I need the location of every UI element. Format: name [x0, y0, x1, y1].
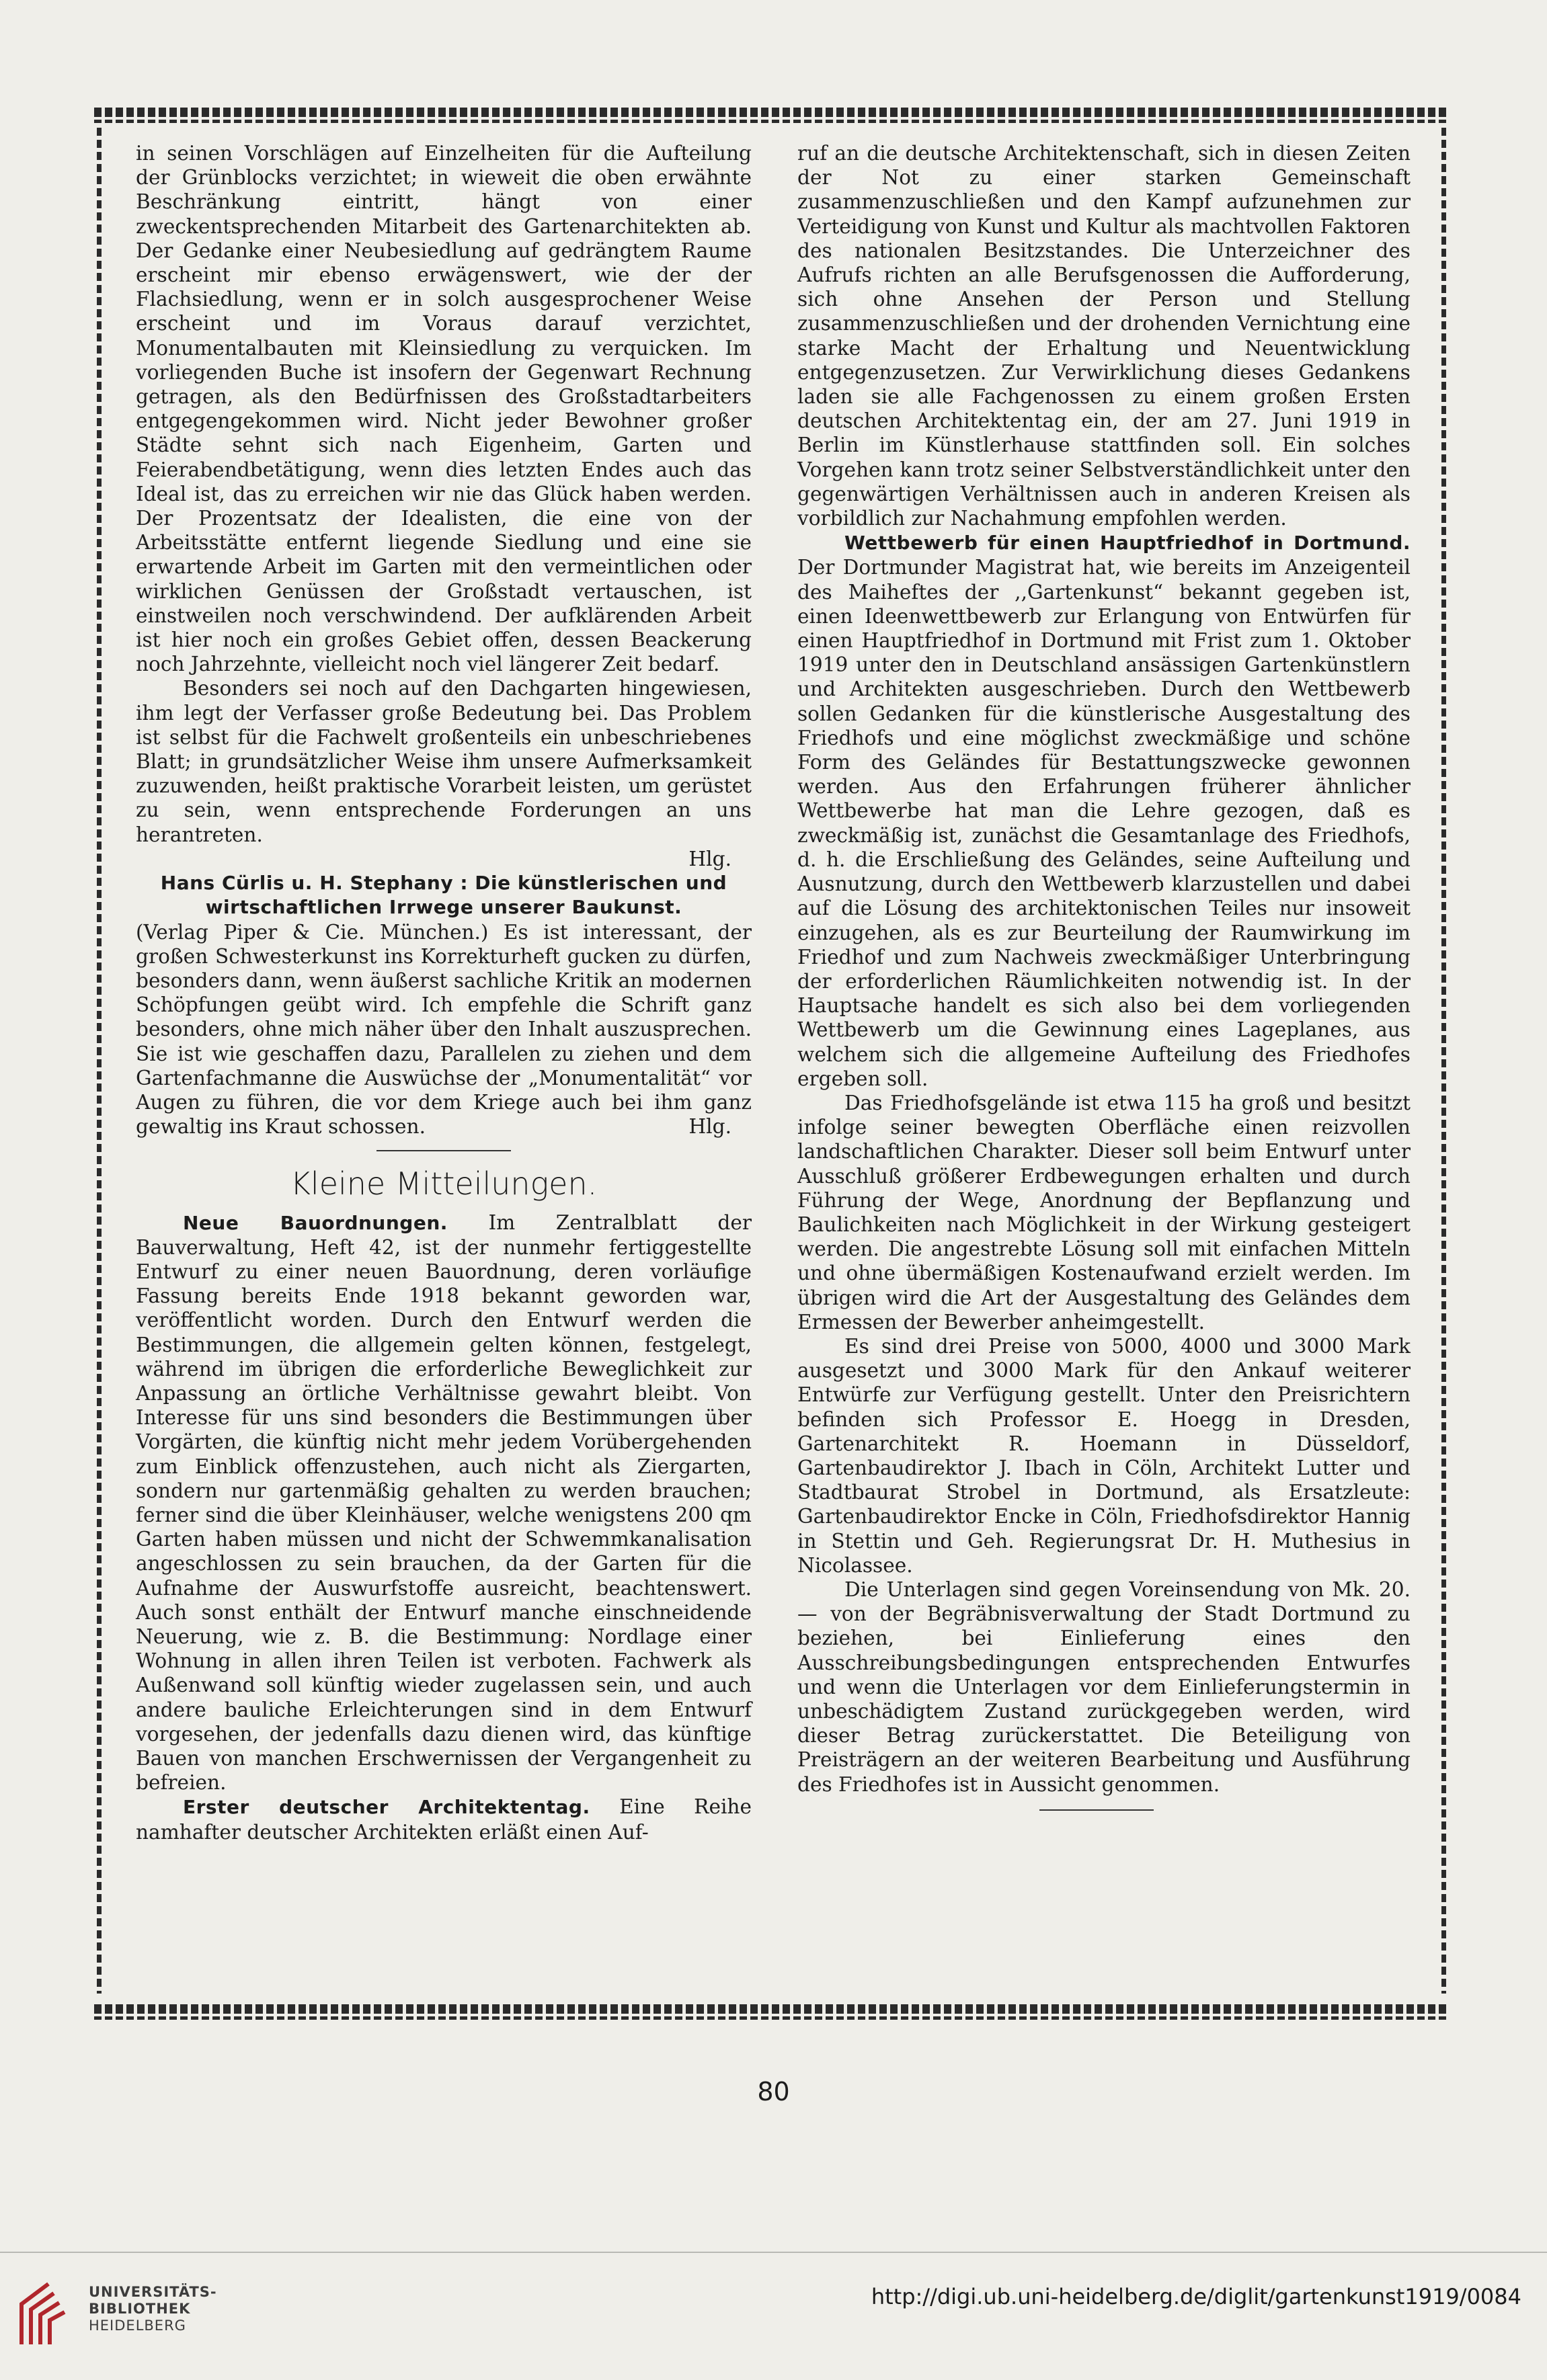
signature: Hlg. [688, 847, 731, 870]
left-border [97, 128, 102, 1994]
divider [376, 1150, 511, 1151]
library-logo-icon [15, 2277, 79, 2351]
paragraph: ruf an die deutsche Architektenschaft, sich in diesen Zeiten der Not zu einer starken Gemeinschaft zusammenzuschließen und den Kampf aufzunehmen zur Verteidigung von Kunst und Kultur als machtvollen Faktoren des nationalen Besitzstandes. Die Unterzeichner des Aufrufs richten an alle Berufsgenossen die Aufforderung, sich ohne Ansehen der Person und Stellung zusammenzuschließen und der drohenden Vernichtung eine starke Macht der Erhaltung und Neuentwicklung entgegenzusetzen. Zur Verwirklichung dieses Gedankens laden sie alle Fachgenossen zu einem großen Ersten deutschen Architektentag ein, der am 27. Juni 1919 in Berlin im Künstlerhause stattfinden soll. Ein solches Vorgehen kann trotz seiner Selbstverständlichkeit unter den gegenwärtigen Verhältnissen auch in anderen Kreisen als vorbildlich zur Nachahmung empfohlen werden. [797, 142, 1411, 530]
signature: Hlg. [688, 1115, 731, 1139]
divider [1039, 1809, 1154, 1811]
library-line: BIBLIOTHEK [89, 2301, 191, 2317]
page-number: 80 [757, 2077, 790, 2106]
library-line: HEIDELBERG [89, 2317, 186, 2334]
paragraph: in seinen Vorschlägen auf Einzelheiten für die Aufteilung der Grünblocks verzichtet; in wieweit die oben erwähnte Beschränkung eintritt, hängt von einer zweckentsprechenden Mitarbeit des Gartenarchitekten ab. Der Gedanke einer Neubesiedlung auf gedrängtem Raume erscheint mir ebenso erwägenswert, wie der der Flachsiedlung, wenn er in solch ausgesprochener Weise erscheint und im Voraus darauf verzichtet, Monumentalbauten mit Kleinsiedlung zu verquicken. Im vorliegenden Buche ist insofern der Gegenwart Rechnung getragen, als den Bedürfnissen des Großstadtarbeiters entgegengekommen wird. Nicht jeder Bewohner großer Städte sehnt sich nach Eigenheim, Garten und Feierabendbetätigung, wenn dies letzten Endes auch das Ideal ist, das zu erreichen wir nie das Glück haben werden. Der Prozentsatz der Idealisten, die eine von der Arbeitsstätte entfernt liegende Siedlung und eine sie erwartende Arbeit im Garten mit den vermeintlichen oder wirklichen Genüssen der Großstadt vertauschen, ist einstweilen noch verschwindend. Der aufklärenden Arbeit ist hier noch ein großes Gebiet offen, dessen Beackerung noch Jahrzehnte, vielleicht noch viel längerer Zeit bedarf. [136, 142, 752, 676]
paragraph: Eine Reihe namhafter deutscher Architekten erläßt einen Auf- [136, 1795, 752, 1844]
subheading: Erster deutscher Architektentag. [183, 1796, 590, 1819]
left-column [136, 141, 752, 1844]
top-border [94, 108, 1449, 117]
review-heading: Hans Cürlis u. H. Stephany : Die künstlerischen und wirtschaftlichen Irrwege unserer Baukunst. [160, 872, 727, 919]
page-frame [94, 108, 1449, 2014]
bottom-border [94, 2004, 1449, 2014]
paragraph: (Verlag Piper & Cie. München.) Es ist interessant, der großen Schwesterkunst ins Korrekturheft gucken zu dürfen, besonders dann, wenn äußerst sachliche Kritik an modernen Schöpfungen geübt wird. Ich empfehle die Schrift ganz besonders, ohne mich näher über den Inhalt auszusprechen. Sie ist wie geschaffen dazu, Parallelen zu ziehen und dem Gartenfachmanne die Auswüchse der „Monumentalität“ vor Augen zu führen, die vor dem Kriege auch bei ihm ganz gewaltig ins Kraut schossen. [136, 920, 752, 1139]
section-title: Kleine Mitteilungen. [290, 1165, 598, 1202]
paragraph: Der Dortmunder Magistrat hat, wie bereits im Anzeigenteil des Maiheftes der ,,Gartenkunst“ bekannt gegeben ist, einen Ideenwettbewerb zur Erlangung von Entwürfen für einen Hauptfriedhof in Dortmund mit Frist zum 1. Oktober 1919 unter den in Deutschland ansässigen Gartenkünstlern und Architekten ausgeschrieben. Durch den Wettbewerb sollen Gedanken für die künstlerische Ausgestaltung des Friedhofs und eine möglichst zweckmäßige und schöne Form des Geländes für Bestattungszwecke gewonnen werden. Aus den Erfahrungen früherer ähnlicher Wettbewerbe hat man die Lehre gezogen, daß es zweckmäßig ist, zunächst die Gesamtanlage des Friedhofs, d. h. die Erschließung des Geländes, seine Aufteilung und Ausnutzung, durch den Wettbewerb klarzustellen und dabei auf die Lösung des architektonischen Teiles nur insoweit einzugehen, als es zur Beurteilung der Raumwirkung im Friedhof und zum Nachweis zweckmäßiger Unterbringung der erforderlichen Räumlichkeiten notwendig ist. In der Hauptsache handelt es sich also bei dem vorliegenden Wettbewerb um die Gewinnung eines Lageplanes, aus welchem sich die allgemeine Aufteilung des Friedhofes ergeben soll. [797, 556, 1411, 1090]
paragraph: Im Zentralblatt der Bauverwaltung, Heft 42, ist der nunmehr fertiggestellte Entwurf zu einer neuen Bauordnung, deren vorläufige Fassung bereits Ende 1918 bekannt geworden war, veröffentlicht worden. Durch den Entwurf werden die Bestimmungen, die allgemein gelten können, festgelegt, während im übrigen die erforderliche Beweglichkeit zur Anpassung an örtliche Verhältnisse gewahrt bleibt. Von Interesse für uns sind besonders die Bestimmungen über Vorgärten, die künftig nicht mehr jedem Vorübergehenden zum Einblick offenzustehen, auch nicht als Ziergarten, sondern nur gartenmäßig gehalten zu werden brauchen; ferner sind die über Kleinhäuser, welche wenigstens 200 qm Garten haben müssen und nicht der Schwemmkanalisation angeschlossen zu sein brauchen, da der Garten für die Aufnahme der Auswurfstoffe ausreicht, beachtenswert. Auch sonst enthält der Entwurf manche einschneidende Neuerung, wie z. B. die Bestimmung: Nordlage einer Wohnung in allen ihren Teilen ist verboten. Fachwerk als Außenwand soll künftig wieder zugelassen sein, und auch andere bauliche Erleichterungen sind in dem Entwurf vorgesehen, der jedenfalls dazu dienen wird, das künftige Bauen von manchen Erschwernissen der Vergangenheit zu befreien. [136, 1210, 752, 1795]
subheading: Wettbewerb für einen Hauptfriedhof in Dortmund. [844, 532, 1411, 555]
source-url[interactable]: http://digi.ub.uni-heidelberg.de/diglit/gartenkunst1919/0084 [871, 2284, 1521, 2309]
paragraph: Die Unterlagen sind gegen Voreinsendung von Mk. 20.— von der Begräbnisverwaltung der Stadt Dortmund zu beziehen, bei Einlieferung eines den Ausschreibungsbedingungen entsprechenden Entwurfes und wenn die Unterlagen vor dem Einlieferungstermin in unbeschädigtem Zustand zurückgegeben werden, wird dieser Betrag zurückerstattet. Die Beteiligung von Preisträgern an der weiteren Bearbeitung und Ausführung des Friedhofes ist in Aussicht genommen. [797, 1577, 1411, 1796]
footer-divider [0, 2252, 1547, 2253]
library-line: UNIVERSITÄTS- [89, 2284, 217, 2300]
paragraph: Das Friedhofsgelände ist etwa 115 ha groß und besitzt infolge seiner bewegten Oberfläche einen reizvollen landschaftlichen Charakter. Dieser soll beim Entwurf unter Ausschluß größerer Erdbewegungen erhalten und durch Führung der Wege, Anordnung der Bepflanzung und Baulichkeiten nach Möglichkeit in der Wirkung gesteigert werden. Die angestrebte Lösung soll mit einfachen Mitteln und ohne übermäßigen Kostenaufwand erzielt werden. Im übrigen wird die Art der Ausgestaltung des Geländes dem Ermessen der Bewerber anheimgestellt. [797, 1091, 1411, 1333]
subheading: Neue Bauordnungen. [183, 1211, 448, 1234]
paragraph: Besonders sei noch auf den Dachgarten hingewiesen, ihm legt der Verfasser große Bedeutung bei. Das Problem ist selbst für die Fachwelt großenteils ein unbeschriebenes Blatt; in grundsätzlicher Weise ihm unsere Aufmerksamkeit zuzuwenden, heißt praktische Vorarbeit leisten, um gerüstet zu sein, wenn entsprechende Forderungen an uns herantreten. [136, 677, 752, 846]
right-border [1441, 128, 1446, 1994]
paragraph: Es sind drei Preise von 5000, 4000 und 3000 Mark ausgesetzt und 3000 Mark für den Ankauf weiterer Entwürfe zur Verfügung gestellt. Unter den Preisrichtern befinden sich Professor E. Hoegg in Dresden, Gartenarchitekt R. Hoemann in Düsseldorf, Gartenbaudirektor J. Ibach in Cöln, Architekt Lutter und Stadtbaurat Strobel in Dortmund, als Ersatzleute: Gartenbaudirektor Encke in Cöln, Friedhofsdirektor Hannig in Stettin und Geh. Regierungsrat Dr. H. Muthesius in Nicolassee. [797, 1334, 1411, 1577]
right-column [797, 141, 1411, 1821]
library-name [89, 2284, 217, 2334]
